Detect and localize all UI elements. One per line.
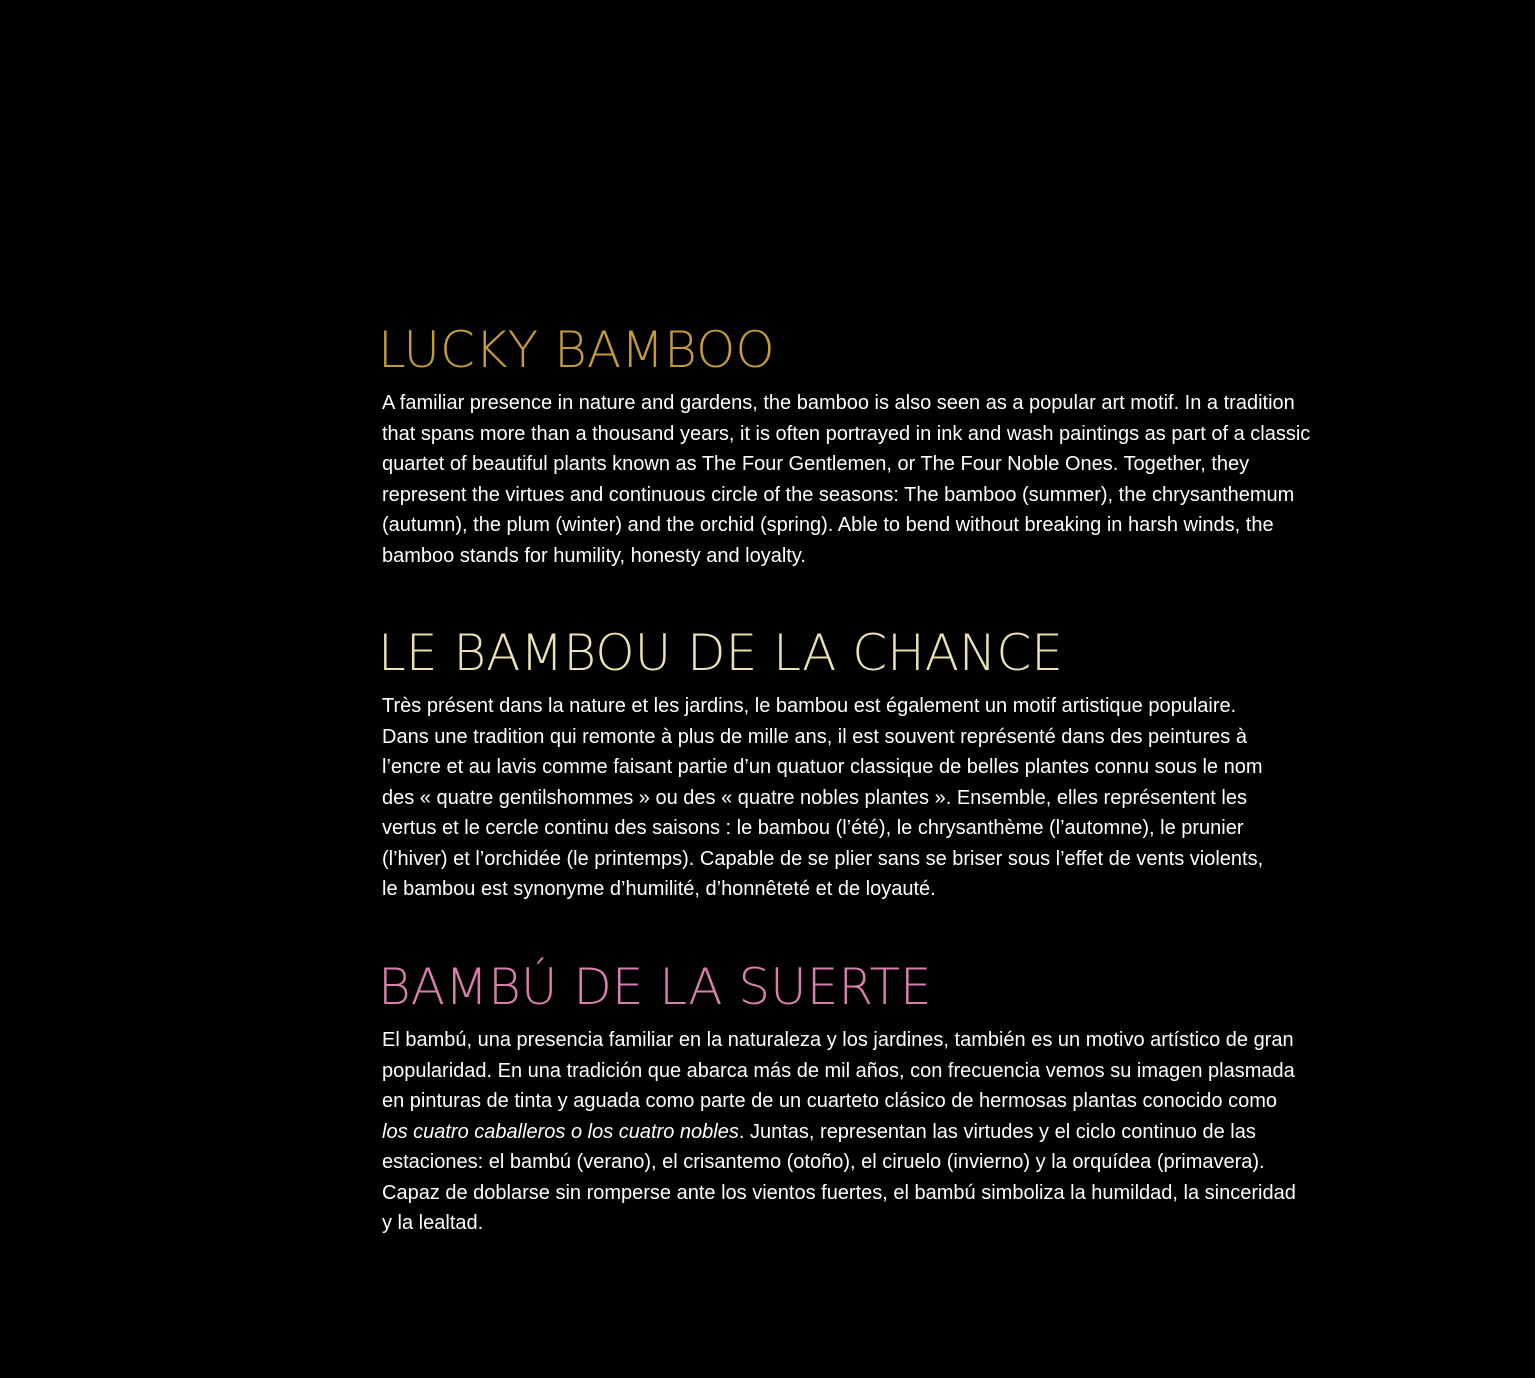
paragraph-line: le bambou est synonyme d’humilité, d’honnêteté et de loyauté.: [382, 878, 936, 900]
paragraph-line: l’encre et au lavis comme faisant partie d’un quatuor classique de belles plantes connu sous le nom: [382, 756, 1263, 778]
line-remainder: . Juntas, representan las virtudes y el ciclo continuo de las: [738, 1120, 1256, 1143]
section-spanish: [378, 955, 1368, 1255]
paragraph-line: Capaz de doblarse sin romperse ante los vientos fuertes, el bambú simboliza la humildad, la sinceridad: [382, 1181, 1296, 1204]
italic-phrase: los cuatro caballeros o los cuatro nobles: [382, 1120, 739, 1143]
heading-french: LE BAMBOU DE LA CHANCE: [378, 624, 1063, 682]
paragraph-french: [382, 691, 1362, 905]
paragraph-line: A familiar presence in nature and gardens, the bamboo is also seen as a popular art motif. In a tradition: [382, 392, 1295, 414]
section-french: [378, 621, 1368, 955]
content-column: [378, 318, 1368, 1255]
paragraph-line: El bambú, una presencia familiar en la naturaleza y los jardines, también es un motivo artístico de gran: [382, 1029, 1294, 1051]
paragraph-line: that spans more than a thousand years, it is often portrayed in ink and wash paintings as part of a classic: [382, 422, 1311, 445]
heading-spanish: BAMBÚ DE LA SUERTE: [378, 958, 932, 1016]
paragraph-line: vertus et le cercle continu des saisons : le bambou (l’été), le chrysanthème (l’automne), le prunier: [382, 817, 1244, 839]
paragraph-line: (l’hiver) et l’orchidée (le printemps). Capable de se plier sans se briser sous l’effet de vents violents,: [382, 847, 1264, 870]
heading-english: LUCKY BAMBOO: [378, 321, 775, 379]
paragraph-line: popularidad. En una tradición que abarca más de mil años, con frecuencia vemos su imagen plasmada: [382, 1059, 1295, 1082]
paragraph-line: Dans une tradition qui remonte à plus de mille ans, il est souvent représenté dans des peintures à: [382, 725, 1247, 748]
section-english: [378, 318, 1368, 621]
paragraph-line: [382, 1117, 1362, 1148]
paragraph-spanish: [382, 1025, 1362, 1239]
paragraph-line: Très présent dans la nature et les jardins, le bambou est également un motif artistique populaire.: [382, 695, 1237, 717]
paragraph-line: (autumn), the plum (winter) and the orchid (spring). Able to bend without breaking in harsh winds, the: [382, 514, 1274, 536]
paragraph-line: bamboo stands for humility, honesty and loyalty.: [382, 544, 806, 567]
paragraph-line: quartet of beautiful plants known as The Four Gentlemen, or The Four Noble Ones. Together, they: [382, 453, 1250, 475]
paragraph-line: en pinturas de tinta y aguada como parte de un cuarteto clásico de hermosas plantas conocido como: [382, 1090, 1277, 1112]
paragraph-line: represent the virtues and continuous circle of the seasons: The bamboo (summer), the chrysanthemum: [382, 483, 1295, 506]
paragraph-line: y la lealtad.: [382, 1212, 484, 1234]
paragraph-line: estaciones: el bambú (verano), el crisantemo (otoño), el ciruelo (invierno) y la orquídea (primavera).: [382, 1151, 1265, 1173]
paragraph-english: [382, 388, 1362, 571]
paragraph-line: des « quatre gentilshommes » ou des « quatre nobles plantes ». Ensemble, elles représentent les: [382, 786, 1247, 809]
